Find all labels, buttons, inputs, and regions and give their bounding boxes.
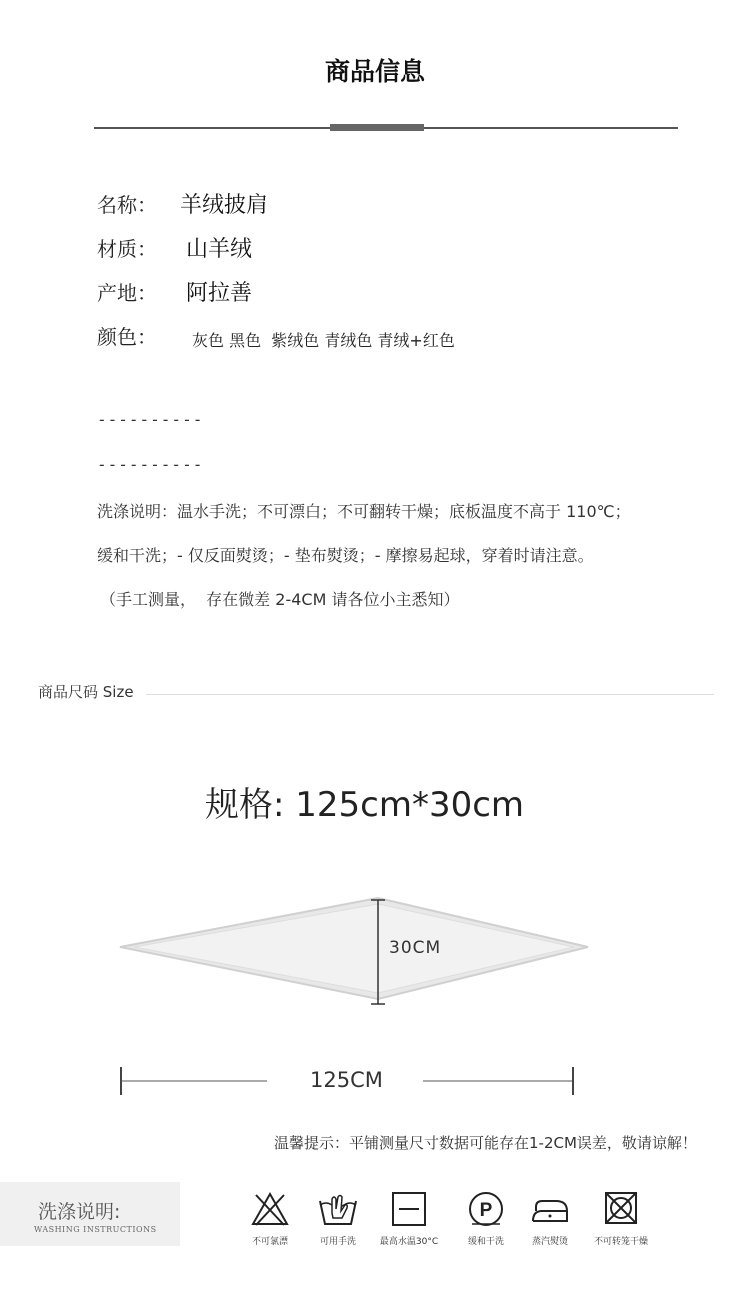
no-tumble-dry-icon [601, 1191, 641, 1227]
dash-separator: ---------- [97, 455, 204, 474]
origin-value: 阿拉善 [186, 281, 253, 306]
care-label: 可用手洗 [319, 1237, 356, 1247]
width-dimension-label: 125CM [310, 1068, 383, 1092]
washing-note-line: 缓和干洗；- 仅反面熨烫；- 垫布熨烫；- 摩擦易起球，穿着时请注意。 [97, 546, 594, 565]
measurement-tip: 温馨提示：平铺测量尺寸数据可能存在1-2CM误差，敬请谅解！ [274, 1134, 697, 1152]
height-dimension-label: 30CM [389, 938, 442, 958]
svg-text:P: P [479, 1200, 493, 1221]
max-temp-icon [389, 1191, 429, 1227]
size-spec: 规格: 125cm*30cm [205, 785, 525, 825]
care-label: 不可转笼干燥 [593, 1237, 648, 1247]
color-value: 灰色 黑色 紫绒色 青绒色 青绒+红色 [192, 331, 455, 350]
hand-wash-icon [318, 1191, 358, 1227]
material-label: 材质： [97, 237, 157, 261]
washing-note-line: 洗涤说明：温水手洗；不可漂白；不可翻转干燥；底板温度不高于 110℃； [97, 502, 631, 521]
color-label: 颜色： [97, 325, 157, 349]
material-value: 山羊绒 [186, 237, 253, 262]
size-heading: 商品尺码 Size [38, 683, 134, 701]
dash-separator: ---------- [97, 410, 204, 429]
size-divider [146, 694, 714, 695]
washing-instructions-subtitle: WASHING INSTRUCTIONS [34, 1225, 157, 1234]
shawl-diagram [110, 890, 600, 1015]
care-label: 缓和干洗 [467, 1237, 504, 1247]
name-value: 羊绒披肩 [180, 193, 269, 218]
washing-instructions-title: 洗涤说明: [38, 1201, 121, 1223]
dry-clean-icon [466, 1191, 506, 1227]
measurement-note: （手工测量， 存在微差 2-4CM 请各位小主悉知） [100, 590, 460, 609]
steam-iron-icon [530, 1191, 570, 1227]
care-label: 不可氯漂 [251, 1237, 288, 1247]
title-divider-accent [330, 124, 424, 131]
no-bleach-icon [250, 1191, 290, 1227]
care-label: 蒸汽熨烫 [531, 1237, 568, 1247]
name-label: 名称： [97, 193, 157, 217]
care-label: 最高水温30°C [379, 1237, 439, 1247]
origin-label: 产地： [97, 281, 157, 305]
page-title: 商品信息 [324, 57, 425, 86]
